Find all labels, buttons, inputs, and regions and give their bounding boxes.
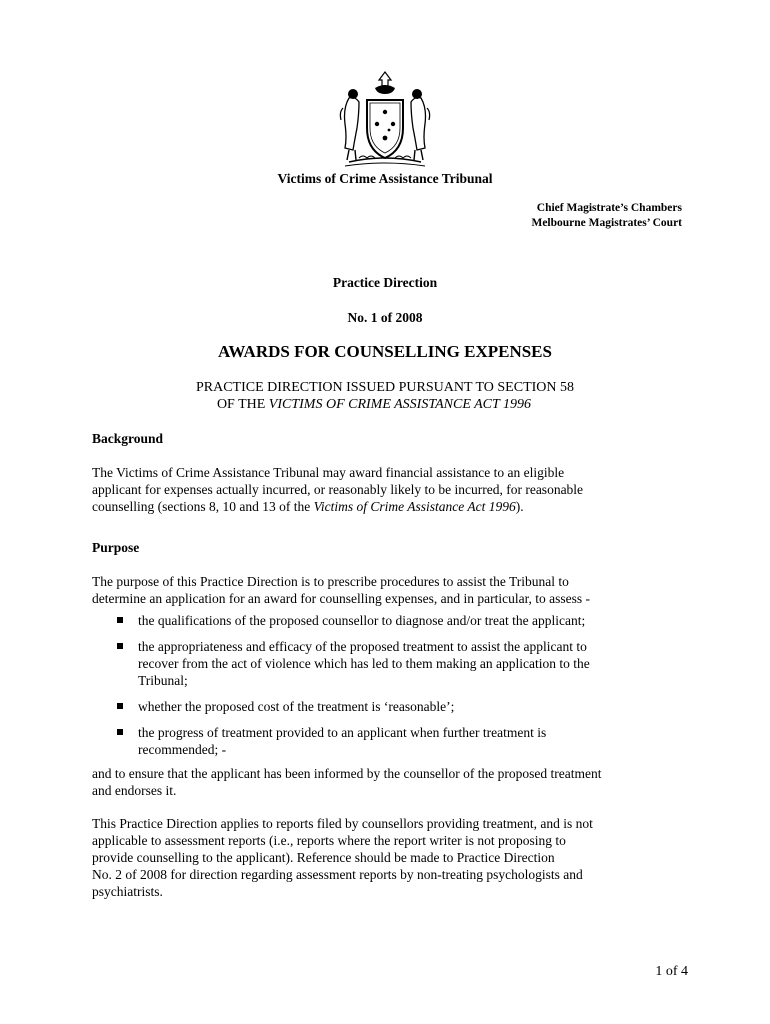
bullet-line: recommended; - bbox=[138, 742, 227, 757]
issued-line-2-prefix: OF THE bbox=[216, 397, 269, 412]
scope-line-4: No. 2 of 2008 for direction regarding assessment reports by non-treating psychologists and bbox=[92, 867, 583, 882]
bullet-line: the qualifications of the proposed counsellor to diagnose and/or treat the applicant; bbox=[138, 613, 586, 628]
background-line-3-prefix: counselling (sections 8, 10 and 13 of the bbox=[92, 499, 314, 514]
bullet-square-icon bbox=[117, 617, 123, 623]
list-item bbox=[92, 698, 692, 715]
tribunal-name: Victims of Crime Assistance Tribunal bbox=[277, 171, 493, 186]
background-line-3-suffix: ). bbox=[515, 499, 524, 514]
bullet-square-icon bbox=[117, 729, 123, 735]
list-item bbox=[92, 612, 692, 629]
purpose-bullet-list bbox=[92, 612, 692, 767]
bullet-line: the appropriateness and efficacy of the proposed treatment to assist the applicant to bbox=[138, 639, 587, 654]
consent-line-1: and to ensure that the applicant has been informed by the counsellor of the proposed treatment bbox=[92, 766, 602, 781]
issued-pursuant-statement bbox=[0, 379, 770, 413]
practice-direction-number: No. 1 of 2008 bbox=[347, 310, 423, 325]
background-act-name: Victims of Crime Assistance Act 1996 bbox=[313, 499, 516, 514]
consent-paragraph bbox=[92, 765, 692, 799]
bullet-line: Tribunal; bbox=[138, 673, 188, 688]
background-line-3 bbox=[92, 498, 692, 515]
purpose-heading: Purpose bbox=[92, 540, 140, 555]
bullet-line: recover from the act of violence which has led to them making an application to the bbox=[138, 656, 590, 671]
background-heading: Background bbox=[92, 431, 164, 446]
bullet-square-icon bbox=[117, 703, 123, 709]
scope-paragraph bbox=[92, 815, 692, 900]
consent-line-2: and endorses it. bbox=[92, 783, 177, 798]
chambers-line-1: Chief Magistrate’s Chambers bbox=[536, 202, 682, 214]
scope-line-3: provide counselling to the applicant). Reference should be made to Practice Direction bbox=[92, 850, 555, 865]
list-item bbox=[92, 638, 692, 689]
issued-line-2 bbox=[0, 396, 770, 413]
scope-line-1: This Practice Direction applies to reports filed by counsellors providing treatment, and is not bbox=[92, 816, 593, 831]
scope-line-2: applicable to assessment reports (i.e., reports where the report writer is not proposing to bbox=[92, 833, 566, 848]
coat-of-arms-crest bbox=[335, 68, 435, 172]
bullet-line: whether the proposed cost of the treatment is ‘reasonable’; bbox=[138, 699, 455, 714]
list-item bbox=[92, 724, 692, 758]
background-paragraph bbox=[92, 464, 692, 515]
page-number: 1 of 4 bbox=[655, 964, 688, 979]
background-line-2: applicant for expenses actually incurred, or reasonably likely to be incurred, for reasonable bbox=[92, 482, 584, 497]
issued-line-1: PRACTICE DIRECTION ISSUED PURSUANT TO SECTION 58 bbox=[195, 380, 575, 395]
practice-direction-label: Practice Direction bbox=[332, 275, 438, 290]
document-title: AWARDS FOR COUNSELLING EXPENSES bbox=[218, 342, 552, 361]
bullet-square-icon bbox=[117, 643, 123, 649]
background-line-1: The Victims of Crime Assistance Tribunal may award financial assistance to an eligible bbox=[92, 465, 565, 480]
purpose-intro-line-1: The purpose of this Practice Direction is to prescribe procedures to assist the Tribunal to bbox=[92, 574, 569, 589]
act-name: VICTIMS OF CRIME ASSISTANCE ACT 1996 bbox=[268, 397, 532, 412]
scope-line-5: psychiatrists. bbox=[92, 884, 163, 899]
purpose-intro-line-2: determine an application for an award for counselling expenses, and in particular, to assess - bbox=[92, 591, 591, 606]
purpose-intro-paragraph bbox=[92, 573, 692, 607]
chambers-line-2: Melbourne Magistrates’ Court bbox=[531, 217, 682, 229]
chambers-address bbox=[531, 201, 682, 231]
bullet-line: the progress of treatment provided to an applicant when further treatment is bbox=[138, 725, 547, 740]
